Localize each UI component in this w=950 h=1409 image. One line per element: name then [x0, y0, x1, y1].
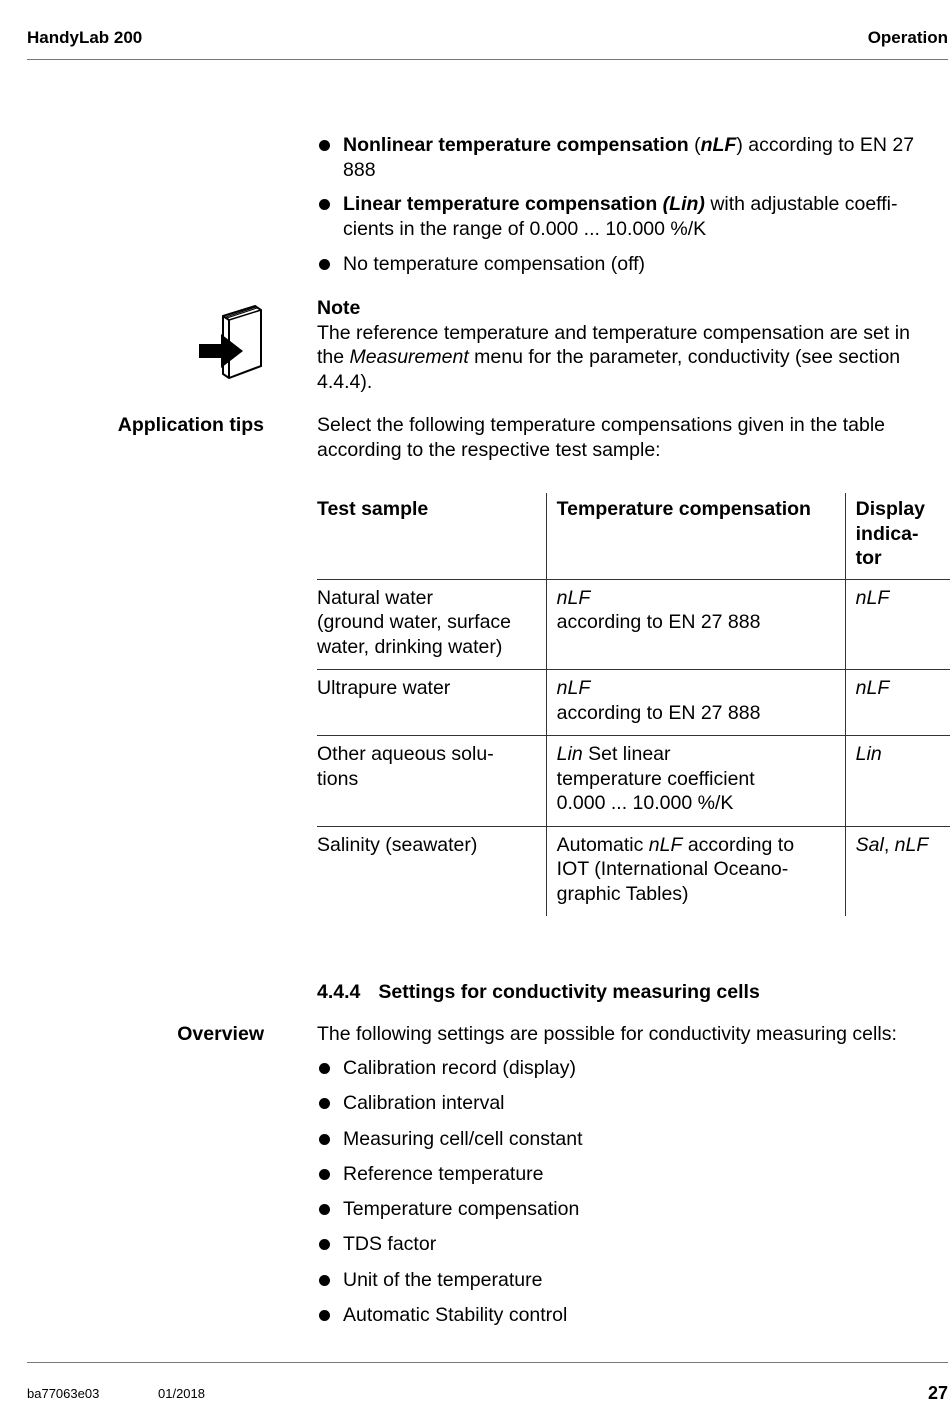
bullet-text: ) according to EN 27	[736, 134, 915, 156]
table-cell-compensation	[557, 827, 845, 917]
table-cell-sample	[317, 670, 538, 711]
cell-line: Salinity (seawater)	[317, 833, 478, 856]
note-text: the	[317, 346, 350, 368]
table-cell-compensation	[557, 580, 845, 645]
list-item-text: Unit of the temperature	[343, 1269, 543, 1291]
application-tips-text	[317, 413, 947, 462]
bullet-text: No temperature compensation (off)	[343, 253, 646, 275]
cell-code: Sal	[855, 833, 884, 856]
bullet-dot-icon	[319, 1275, 330, 1286]
note-text: menu for the parameter, conductivity (see section	[468, 346, 901, 368]
bullet-dot-icon	[319, 1239, 330, 1250]
cell-line: graphic Tables)	[556, 882, 689, 905]
bullet-dot-icon	[319, 1169, 330, 1180]
table-header-cell	[856, 493, 950, 579]
footer-date: 01/2018	[158, 1386, 205, 1401]
footer-doc-id: ba77063e03	[27, 1386, 100, 1401]
paragraph-line: Select the following temperature compensations given in the table	[317, 414, 886, 436]
bullet-dot-icon	[319, 1310, 330, 1321]
cell-line: 0.000 ... 10.000 %/K	[556, 792, 734, 814]
bullet-dot-icon	[319, 1063, 330, 1074]
table-cell-sample	[317, 580, 538, 670]
table-cell-display	[856, 580, 950, 621]
overview-label: Overview	[177, 1023, 264, 1045]
section-number: 4.4.4	[317, 981, 361, 1003]
table-cell-sample	[317, 736, 538, 801]
note-title: Note	[317, 297, 361, 319]
list-item-text: Automatic Stability control	[343, 1304, 568, 1326]
header-title: HandyLab 200	[27, 28, 143, 47]
table-cell-display	[856, 736, 950, 777]
bullet-text-line2: 888	[343, 158, 376, 181]
bullet-dot-icon	[319, 199, 330, 210]
cell-line: according to EN 27 888	[556, 701, 761, 724]
header-line: indica-	[855, 522, 919, 545]
bullet-text: (	[688, 134, 701, 156]
bullet-bold-text: Nonlinear temperature compensation	[343, 134, 689, 156]
application-tips-label: Application tips	[117, 414, 264, 436]
table-cell-compensation	[557, 736, 845, 826]
cell-code: nLF	[648, 833, 683, 856]
table-row	[317, 670, 950, 736]
table-header-cell: Temperature compensation	[556, 498, 811, 520]
cell-line: Natural water	[317, 586, 433, 609]
cell-text: Automatic	[556, 833, 649, 856]
cell-line: Ultrapure water	[317, 677, 451, 699]
section-title: Settings for conductivity measuring cells	[378, 981, 760, 1003]
cell-code: Lin	[556, 743, 583, 765]
cell-line: tions	[317, 767, 359, 790]
header-rule	[27, 59, 948, 60]
bullet-dot-icon	[319, 140, 330, 151]
list-item-text: TDS factor	[343, 1233, 437, 1255]
table-cell-display	[856, 827, 950, 868]
cell-text: Set linear	[582, 743, 671, 765]
cell-code: nLF	[855, 677, 890, 699]
note-text: The reference temperature and temperature compensation are set in	[317, 321, 910, 344]
bullet-text-line2: cients in the range of 0.000 ... 10.000 %/K	[343, 217, 707, 240]
list-item-text: Calibration interval	[343, 1092, 505, 1114]
header-line: tor	[855, 547, 882, 569]
cell-text: according to	[682, 833, 795, 856]
cell-code: nLF	[556, 586, 591, 609]
note-block	[317, 296, 947, 394]
cell-line: (ground water, surface	[317, 611, 512, 633]
table-header-cell: Test sample	[317, 498, 429, 520]
bullet-code: (Lin)	[662, 193, 705, 215]
bullet-dot-icon	[319, 1134, 330, 1145]
cell-line: according to EN 27 888	[556, 611, 761, 633]
bullet-text: with adjustable coeffi-	[704, 193, 898, 215]
table-cell-display	[856, 670, 950, 711]
header-line: Display	[855, 498, 926, 520]
note-menu-name: Measurement	[349, 346, 469, 368]
bullet-dot-icon	[319, 259, 330, 270]
section-heading	[317, 980, 760, 1005]
table-cell-compensation	[557, 670, 845, 735]
table-header-row	[317, 493, 950, 579]
cell-code: Lin	[855, 743, 882, 765]
cell-text: ,	[883, 833, 895, 856]
list-item-text: Temperature compensation	[343, 1198, 580, 1220]
cell-code: nLF	[556, 677, 591, 699]
list-item-text: Reference temperature	[343, 1163, 544, 1185]
table-row	[317, 736, 950, 827]
compensation-table	[317, 493, 950, 916]
list-item-text: Calibration record (display)	[343, 1057, 577, 1079]
cell-code: nLF	[855, 586, 890, 609]
table-cell-sample	[317, 827, 538, 868]
cell-line: Other aqueous solu-	[317, 743, 494, 765]
bullet-code: nLF	[700, 134, 737, 156]
note-text: 4.4.4).	[317, 370, 373, 393]
list-item-text: Measuring cell/cell constant	[343, 1128, 583, 1150]
cell-code: nLF	[894, 833, 929, 856]
page-number: 27	[927, 1383, 948, 1403]
cell-line: water, drinking water)	[317, 635, 503, 658]
cell-line: temperature coefficient	[556, 767, 755, 790]
footer-rule	[27, 1362, 948, 1363]
bullet-bold-text: Linear temperature compensation	[343, 193, 663, 215]
header-section: Operation	[867, 28, 948, 47]
table-row	[317, 579, 950, 670]
overview-intro: The following settings are possible for conductivity measuring cells:	[317, 1023, 897, 1045]
book-arrow-icon	[197, 302, 265, 382]
cell-line: IOT (International Oceano-	[556, 858, 789, 880]
paragraph-line: according to the respective test sample:	[317, 438, 661, 461]
table-row	[317, 826, 950, 916]
bullet-dot-icon	[319, 1098, 330, 1109]
bullet-dot-icon	[319, 1204, 330, 1215]
